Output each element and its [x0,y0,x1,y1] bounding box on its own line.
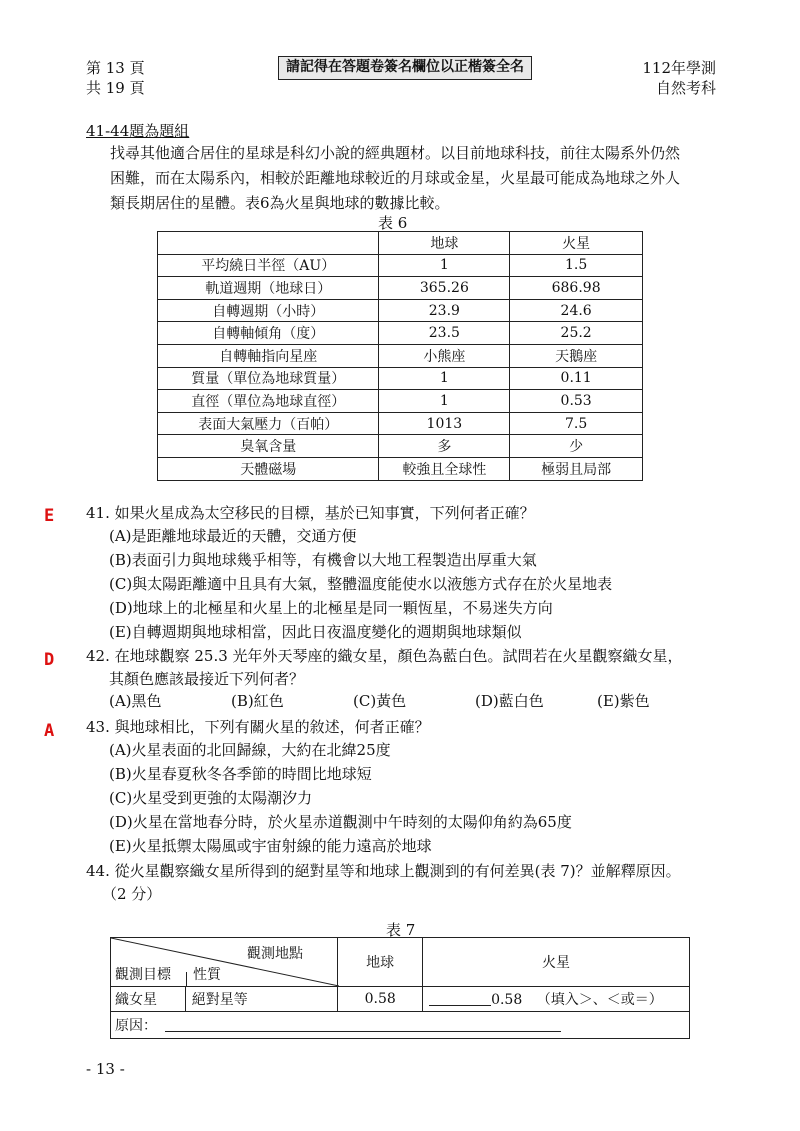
q42-option-d: (D)藍白色 [475,692,544,710]
q41-option-d: (D)地球上的北極星和火星上的北極星是同一顆恆星，不易迷失方向 [109,599,553,617]
table-row [158,277,643,300]
q42-option-c: (C)黃色 [353,692,407,710]
table6 [157,231,643,481]
q42-stem: 42. 在地球觀察 25.3 光年外天琴座的織女星，顏色為藍白色。試問若在火星觀察織女星， [86,647,683,665]
exam-year: 112年學測 [642,59,716,77]
answer-mark-q41: E [44,506,55,526]
row-label: 質量（單位為地球質量） [158,367,379,390]
mars-magnitude: 0.58 [491,992,523,1008]
intro-line: 困難，而在太陽系內，相較於距離地球較近的月球或金星，火星最可能成為地球之外人 [110,169,681,187]
q43-options [109,738,729,858]
corner-mid-label: 性質 [193,967,221,983]
table-row [158,322,643,345]
q43-option-e: (E)火星抵禦太陽風或宇宙射線的能力遠高於地球 [109,837,432,855]
q42-stem-cont: 其顏色應該最接近下列何者？ [109,670,305,688]
earth-value: 1013 [379,412,510,435]
mars-cell [423,987,690,1012]
group-title: 41-44題為題組 [86,122,190,140]
table-header-cell: 火星 [510,232,643,255]
answer-mark-q42: D [44,650,55,670]
table-row [158,344,643,367]
q42-option-b: (B)紅色 [231,692,284,710]
mars-value: 25.2 [510,322,643,345]
row-label: 自轉軸指向星座 [158,344,379,367]
mars-value: 天鵝座 [510,344,643,367]
q44-points: （2 分） [102,885,162,903]
mars-value: 686.98 [510,277,643,300]
col-earth: 地球 [338,938,423,987]
mars-value: 少 [510,435,643,458]
mars-value: 24.6 [510,299,643,322]
row-label: 表面大氣壓力（百帕） [158,412,379,435]
table-header-cell [158,232,379,255]
earth-value: 較強且全球性 [379,457,510,480]
row-label: 直徑（單位為地球直徑） [158,390,379,413]
intro-paragraph [110,141,730,216]
fill-hint: （填入＞、＜或＝） [536,992,663,1008]
row-label: 天體磁場 [158,457,379,480]
q41-option-e: (E)自轉週期與地球相當，因此日夜溫度變化的週期與地球類似 [109,623,522,641]
intro-line: 找尋其他適合居住的星球是科幻小說的經典題材。以目前地球科技，前往太陽系外仍然 [110,144,681,162]
q43-option-c: (C)火星受到更強的太陽潮汐力 [109,789,313,807]
q42-option-a: (A)黑色 [109,692,162,710]
table-row [158,254,643,277]
row-property: 絕對星等 [185,987,338,1012]
corner-divider [186,972,187,986]
q41-stem: 41. 如果火星成為太空移民的目標，基於已知事實，下列何者正確？ [86,504,535,522]
mars-value: 0.53 [510,390,643,413]
table-row [158,435,643,458]
answer-mark-q43: A [44,721,55,741]
reason-label: 原因： [115,1018,157,1034]
row-label: 軌道週期（地球日） [158,277,379,300]
q43-option-d: (D)火星在當地春分時，於火星赤道觀測中午時刻的太陽仰角約為65度 [109,813,572,831]
intro-line: 類長期居住的星體。表6為火星與地球的數據比較。 [110,194,450,212]
table7-header-row [111,938,690,987]
corner-left-label: 觀測目標 [115,967,171,983]
corner-top-label: 觀測地點 [247,946,303,962]
page-footer: - 13 - [86,1060,125,1078]
q41-options [109,524,729,644]
table6-caption: 表 6 [378,214,408,232]
table-row [158,457,643,480]
earth-value: 365.26 [379,277,510,300]
row-label: 自轉週期（小時） [158,299,379,322]
earth-value: 23.9 [379,299,510,322]
q41-option-a: (A)是距離地球最近的天體，交通方便 [109,527,357,545]
row-label: 自轉軸傾角（度） [158,322,379,345]
col-mars: 火星 [423,938,690,987]
mars-value: 極弱且局部 [510,457,643,480]
page-number: 第 13 頁 [86,59,145,77]
table7-reason-row [111,1012,690,1039]
earth-value: 1 [379,390,510,413]
row-label: 臭氧含量 [158,435,379,458]
table-row [158,299,643,322]
q41-option-b: (B)表面引力與地球幾乎相等，有機會以大地工程製造出厚重大氣 [109,551,537,569]
q43-option-b: (B)火星春夏秋冬各季節的時間比地球短 [109,765,372,783]
q43-option-a: (A)火星表面的北回歸線，大約在北緯25度 [109,741,391,759]
exam-subject: 自然考科 [655,79,716,97]
row-label: 平均繞日半徑（AU） [158,254,379,277]
earth-value: 23.5 [379,322,510,345]
earth-value: 1 [379,254,510,277]
table-header-row [158,232,643,255]
table-row [158,412,643,435]
reason-cell [111,1012,690,1039]
reason-answer-line[interactable] [165,1017,561,1032]
table7-data-row [111,987,690,1012]
row-target: 織女星 [111,987,186,1012]
answer-blank[interactable] [429,991,491,1006]
table-row [158,367,643,390]
corner-cell [111,938,338,987]
signature-notice: 請記得在答題卷簽名欄位以正楷簽全名 [278,56,532,80]
table-header-cell: 地球 [379,232,510,255]
table7-caption: 表 7 [386,921,416,939]
page-total: 共 19 頁 [86,79,145,97]
q42-option-e: (E)紫色 [597,692,650,710]
earth-value: 1 [379,367,510,390]
q41-option-c: (C)與太陽距離適中且具有大氣，整體溫度能使水以液態方式存在於火星地表 [109,575,613,593]
mars-value: 7.5 [510,412,643,435]
table7 [110,937,690,1039]
earth-value: 多 [379,435,510,458]
q44-stem: 44. 從火星觀察織女星所得到的絕對星等和地球上觀測到的有何差異(表 7)？並解釋原因。 [86,862,681,880]
table-row [158,390,643,413]
earth-magnitude: 0.58 [338,987,423,1012]
q43-stem: 43. 與地球相比，下列有關火星的敘述，何者正確？ [86,718,430,736]
mars-value: 1.5 [510,254,643,277]
mars-value: 0.11 [510,367,643,390]
earth-value: 小熊座 [379,344,510,367]
